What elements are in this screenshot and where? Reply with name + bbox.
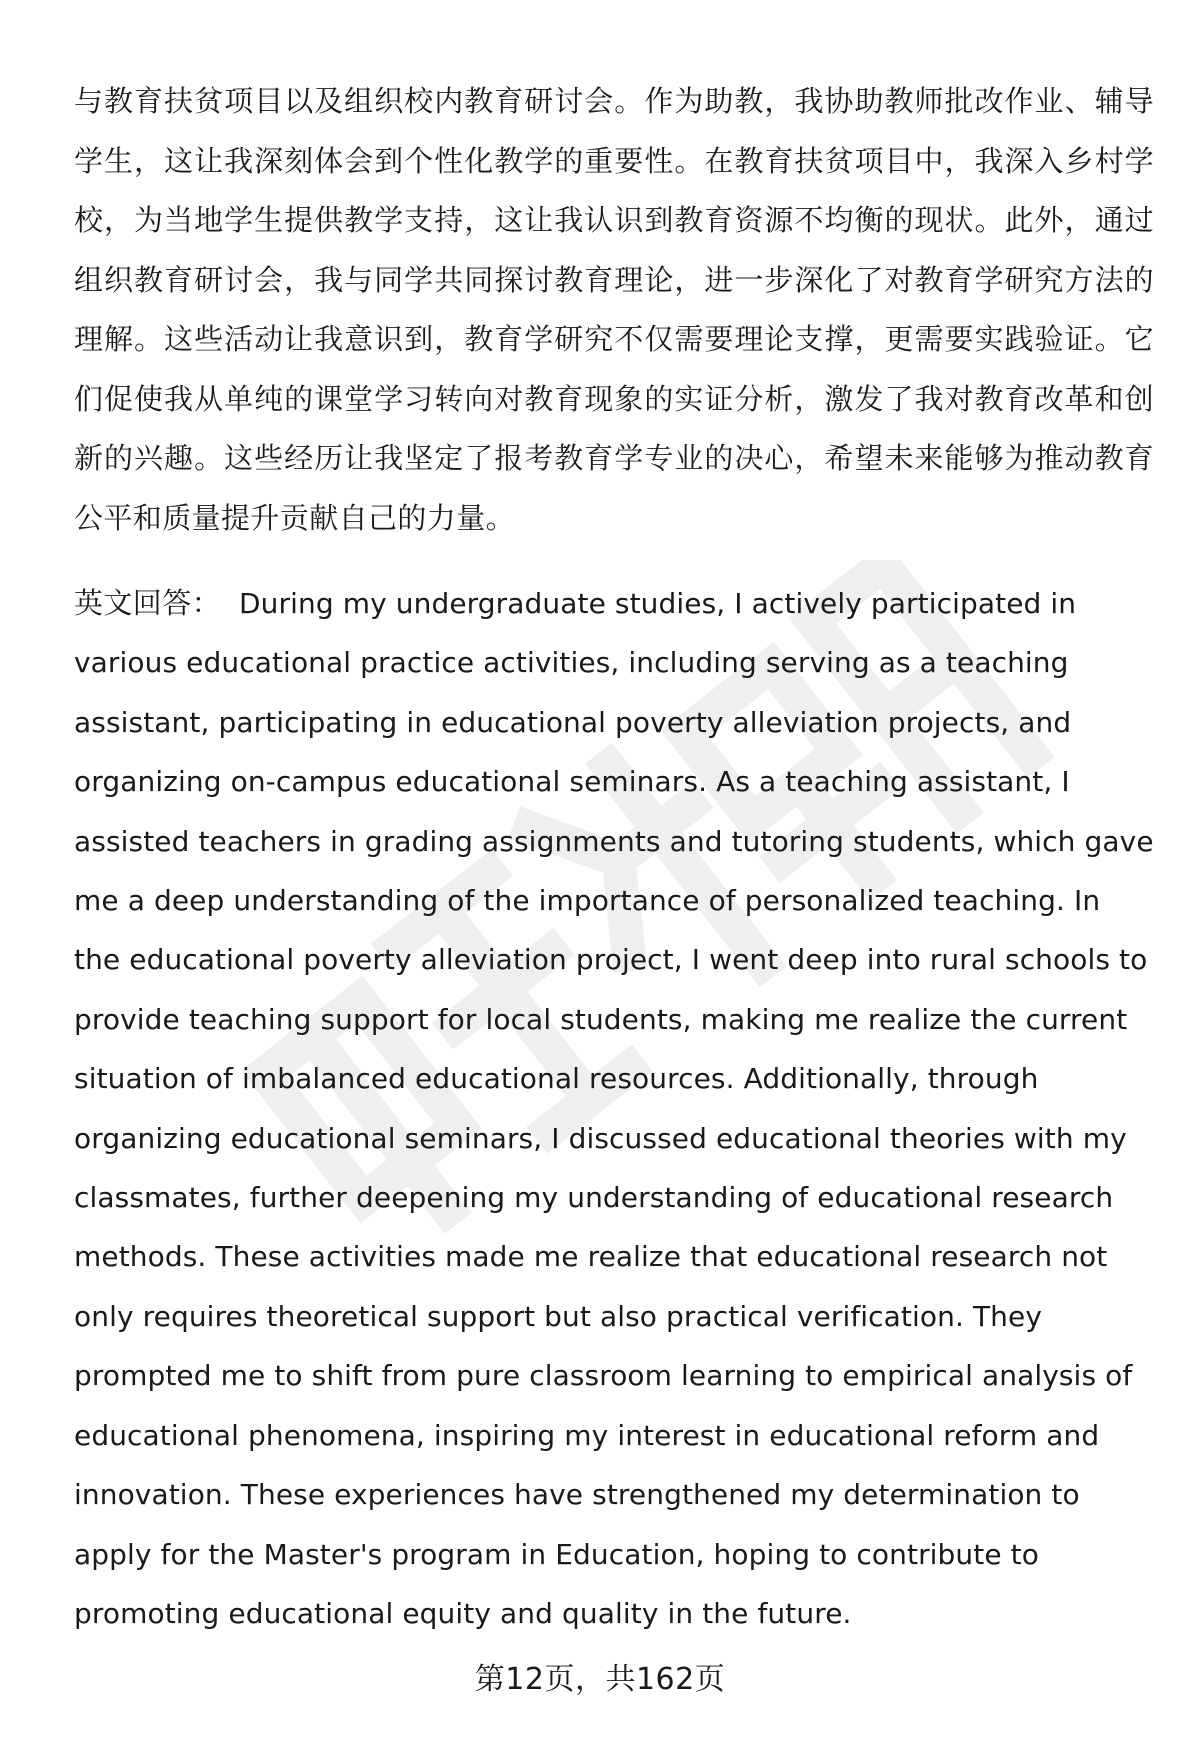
english-answer-label: 英文回答： [74, 586, 222, 620]
page-content [74, 72, 1154, 1643]
chinese-answer-paragraph: 与教育扶贫项目以及组织校内教育研讨会。作为助教，我协助教师批改作业、辅导学生，这让我深刻体会到个性化教学的重要性。在教育扶贫项目中，我深入乡村学校，为当地学生提供教学支持，这让我认识到教育资源不均衡的现状。此外，通过组织教育研讨会，我与同学共同探讨教育理论，进一步深化了对教育学研究方法的理解。这些活动让我意识到，教育学研究不仅需要理论支撑，更需要实践验证。它们促使我从单纯的课堂学习转向对教育现象的实证分析，激发了我对教育改革和创新的兴趣。这些经历让我坚定了报考教育学专业的决心，希望未来能够为推动教育公平和质量提升贡献自己的力量。 [74, 84, 1154, 535]
page-number-footer: 第12页，共162页 [474, 1662, 726, 1697]
english-answer-paragraph [74, 574, 1154, 1643]
english-answer-text: During my undergraduate studies, I actively participated in various educational practice activities, including serving as a teaching assistant, participating in educational poverty alleviation projects, and organizing on-campus educational seminars. As a teaching assistant, I assisted teachers in grading assignments and tutoring students, which gave me a deep understanding of the importance of personalized teaching. In the educational poverty alleviation project, I went deep into rural schools to provide teaching support for local students, making me realize the current situation of imbalanced educational resources. Additionally, through organizing educational seminars, I discussed educational theories with my classmates, further deepening my understanding of educational research methods. These activities made me realize that educational research not only requires theoretical support but also practical verification. They prompted me to shift from pure classroom learning to empirical analysis of educational phenomena, inspiring my interest in educational reform and innovation. These experiences have strengthened my determination to apply for the Master's program in Education, hoping to contribute to promoting educational equity and quality in the future. [74, 587, 1154, 1630]
